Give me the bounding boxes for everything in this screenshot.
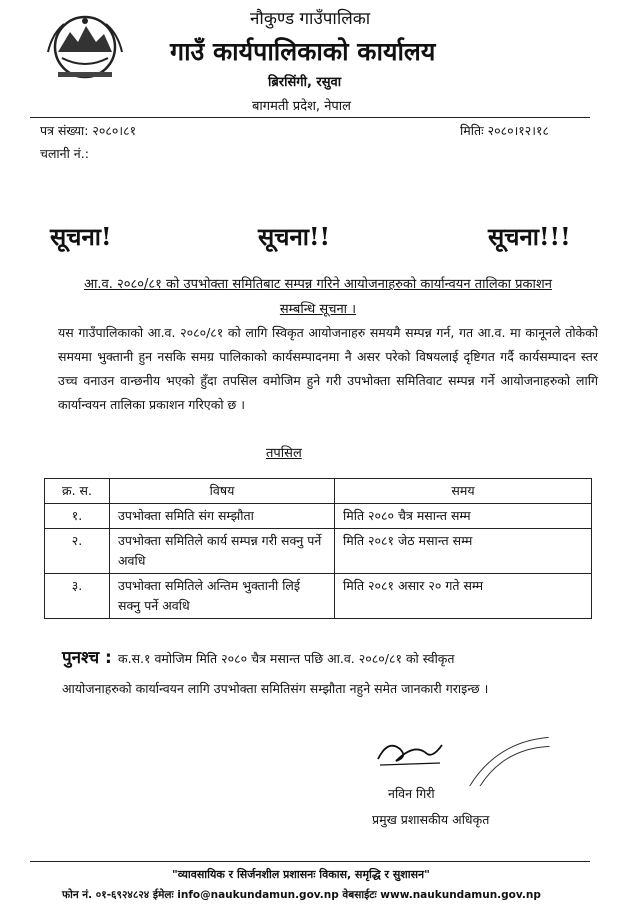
schedule-table xyxy=(44,478,592,619)
signature-icon xyxy=(374,735,446,769)
table-row xyxy=(45,504,592,529)
notice-body: यस गाउँपालिकाको आ.व. २०८०/८१ को लागि स्विकृत आयोजनाहरु समयमै सम्पन्न गर्न, गत आ.व. मा कानूनले तोकेको समयमा भुक्तानी हुन नसकि समग्र पालिकाको कार्यसम्पादनमा नै असर परेको विषयलाई दृष्टिगत गर्दै कार्यसम्पादन स्तर उच्च वनाउन वान्छनीय भएको हुँदा तपसिल वमोजिम हुने गरी उपभोक्ता समितिवाट सम्पन्न गर्ने आयोजनाहरुको लागि कार्यान्वयन तालिका प्रकाशन गरिएको छ । xyxy=(58,325,598,412)
municipality-name: नौकुण्ड गाउँपालिका xyxy=(250,9,371,29)
subject-line-2: सम्बन्धि सूचना । xyxy=(279,302,357,317)
notice-subject xyxy=(38,272,598,322)
row-subject: उपभोक्ता समितिले अन्तिम भुक्तानी लिई सक्नु पर्ने अवधि xyxy=(110,574,335,619)
header-serial: क्र. स. xyxy=(45,479,110,504)
notice-heading-3: सूचना!!! xyxy=(488,222,571,251)
dispatch-number: चलानी नं.: xyxy=(40,146,89,161)
table-header-row xyxy=(45,479,592,504)
signatory-designation: प्रमुख प्रशासकीय अधिकृत xyxy=(372,812,490,827)
schedule-heading: तपसिल xyxy=(266,446,302,461)
table-row xyxy=(45,529,592,574)
footer-motto: "व्यावसायिक र सिर्जनशील प्रशासनः विकास, समृद्धि र सुशासन" xyxy=(172,868,430,881)
header-time: समय xyxy=(335,479,592,504)
signatory-name: नविन गिरी xyxy=(388,786,435,801)
postscript-line-2: आयोजनाहरुको कार्यान्वयन लागि उपभोक्ता समितिसंग सम्झौता नहुने समेत जानकारी गराइन्छ । xyxy=(62,681,489,696)
letter-date: मितिः २०८०।१२।१८ xyxy=(460,123,550,138)
office-name: गाउँ कार्यपालिकाको कार्यालय xyxy=(170,37,436,66)
row-serial: ३. xyxy=(45,574,110,619)
row-time: मिति २०८१ असार २० गते सम्म xyxy=(335,574,592,619)
row-subject: उपभोक्ता समिति संग सम्झौता xyxy=(110,504,335,529)
row-serial: १. xyxy=(45,504,110,529)
footer-contact: फोन नं. ०१-६९२४८२४ ईमेलः info@naukundamun.gov.np वेबसाईटः www.naukundamun.gov.np xyxy=(62,889,541,901)
official-stamp-icon xyxy=(448,720,558,786)
row-time: मिति २०८१ जेठ मसान्त सम्म xyxy=(335,529,592,574)
notice-heading-2: सूचना!! xyxy=(258,222,331,251)
postscript-line-1: क.स.१ वमोजिम मिति २०८० चैत्र मसान्त पछि आ.व. २०८०/८१ को स्वीकृत xyxy=(118,651,455,666)
header-divider xyxy=(30,117,590,118)
postscript-label: पुनश्च : xyxy=(62,648,112,668)
province-name: बागमती प्रदेश, नेपाल xyxy=(252,99,351,114)
table-row xyxy=(45,574,592,619)
notice-heading-1: सूचना! xyxy=(50,222,112,251)
letter-number: पत्र संख्या: २०८०।८१ xyxy=(40,123,137,138)
row-time: मिति २०८० चैत्र मसान्त सम्म xyxy=(335,504,592,529)
row-serial: २. xyxy=(45,529,110,574)
row-subject: उपभोक्ता समितिले कार्य सम्पन्न गरी सक्नु पर्ने अवधि xyxy=(110,529,335,574)
office-location: ब्रिरसिंगी, रसुवा xyxy=(268,75,342,90)
subject-line-1: आ.व. २०८०/८१ को उपभोक्ता समितिबाट सम्पन्न गरिने आयोजनाहरुको कार्यान्वयन तालिका प्रकाशन xyxy=(84,277,552,292)
header-subject: विषय xyxy=(110,479,335,504)
footer-divider xyxy=(30,861,590,862)
municipality-emblem-icon xyxy=(44,12,126,82)
